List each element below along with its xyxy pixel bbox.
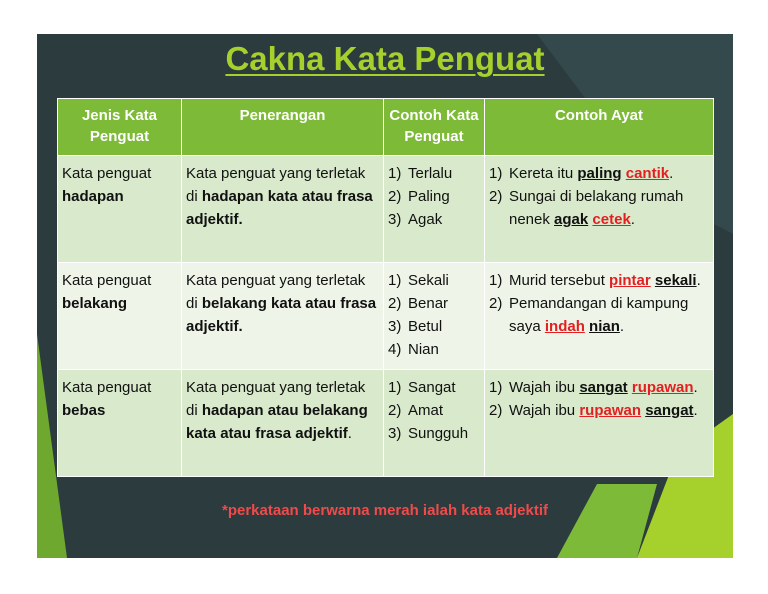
list-item bbox=[489, 292, 709, 338]
penerangan-bold: belakang kata atau frasa adjektif. bbox=[186, 295, 377, 335]
item-text: Terlalu bbox=[408, 165, 453, 182]
table-row bbox=[58, 263, 714, 370]
item-number: 1) bbox=[388, 165, 402, 182]
jenis-prefix: Kata penguat bbox=[62, 272, 152, 289]
item-text: Benar bbox=[408, 295, 449, 312]
slide bbox=[37, 34, 733, 558]
sentence bbox=[509, 376, 698, 399]
adjective-word: cantik bbox=[625, 165, 670, 182]
sentence-text: Sungai di belakang rumah nenek bbox=[509, 188, 684, 228]
item-number: 2) bbox=[388, 188, 402, 205]
penguat-word: sangat bbox=[579, 379, 628, 396]
list-item bbox=[388, 185, 480, 208]
table-row bbox=[58, 156, 714, 263]
contoh-cell bbox=[384, 263, 485, 370]
penerangan-suffix: . bbox=[347, 425, 352, 442]
item-text: Sangat bbox=[408, 379, 456, 396]
adjective-word: cetek bbox=[592, 211, 631, 228]
penerangan-prefix: Kata penguat yang terletak di bbox=[186, 165, 366, 205]
penerangan-bold: hadapan kata atau frasa adjektif. bbox=[186, 188, 373, 228]
item-text: Agak bbox=[408, 211, 443, 228]
penerangan-cell bbox=[182, 156, 384, 263]
list-item bbox=[388, 208, 480, 231]
item-number: 3) bbox=[388, 211, 402, 228]
penerangan-cell bbox=[182, 370, 384, 477]
list-item bbox=[388, 376, 480, 399]
list-item bbox=[489, 399, 709, 422]
item-number: 2) bbox=[388, 295, 402, 312]
list-item bbox=[388, 399, 480, 422]
kata-penguat-table bbox=[57, 98, 714, 477]
item-number: 2) bbox=[388, 402, 402, 419]
sentence bbox=[509, 162, 673, 185]
jenis-prefix: Kata penguat bbox=[62, 165, 152, 182]
list-item bbox=[388, 422, 480, 445]
sentence-end: . bbox=[696, 272, 701, 289]
sentence-end: . bbox=[693, 379, 698, 396]
jenis-prefix: Kata penguat bbox=[62, 379, 152, 396]
sentence-end: . bbox=[630, 211, 635, 228]
item-text: Paling bbox=[408, 188, 450, 205]
sentence-end: . bbox=[693, 402, 698, 419]
list-item bbox=[388, 292, 480, 315]
list-item bbox=[388, 162, 480, 185]
list-item bbox=[489, 376, 709, 399]
jenis-bold: bebas bbox=[62, 402, 106, 419]
list-item bbox=[489, 269, 709, 292]
ayat-cell bbox=[485, 263, 714, 370]
header-contoh-ayat: Contoh Ayat bbox=[485, 99, 714, 156]
item-number: 4) bbox=[388, 341, 402, 358]
sentence bbox=[509, 269, 701, 292]
sentence bbox=[509, 185, 709, 231]
jenis-cell bbox=[58, 263, 182, 370]
sentence bbox=[509, 399, 698, 422]
table-header-row bbox=[58, 99, 714, 156]
item-number: 1) bbox=[489, 165, 503, 182]
penguat-word: sangat bbox=[645, 402, 694, 419]
adjective-word: rupawan bbox=[631, 379, 694, 396]
penguat-word: sekali bbox=[654, 272, 697, 289]
item-number: 3) bbox=[388, 425, 402, 442]
contoh-cell bbox=[384, 156, 485, 263]
penguat-word: agak bbox=[554, 211, 589, 228]
item-text: Betul bbox=[408, 318, 443, 335]
list-item bbox=[388, 315, 480, 338]
header-jenis: Jenis Kata Penguat bbox=[58, 99, 182, 156]
item-number: 2) bbox=[489, 402, 503, 419]
ayat-cell bbox=[485, 370, 714, 477]
penerangan-prefix: Kata penguat yang terletak di bbox=[186, 379, 366, 419]
adjective-word: rupawan bbox=[579, 402, 642, 419]
item-text: Sekali bbox=[408, 272, 449, 289]
item-number: 1) bbox=[489, 379, 503, 396]
list-item bbox=[489, 162, 709, 185]
ayat-cell bbox=[485, 156, 714, 263]
slide-title: Cakna Kata Penguat bbox=[225, 40, 545, 77]
header-penerangan: Penerangan bbox=[182, 99, 384, 156]
sentence-end: . bbox=[669, 165, 674, 182]
penerangan-cell bbox=[182, 263, 384, 370]
penerangan-bold: hadapan atau belakang kata atau frasa adjektif bbox=[186, 402, 368, 442]
penerangan-prefix: Kata penguat yang terletak di bbox=[186, 272, 366, 312]
table-row bbox=[58, 370, 714, 477]
penguat-word: paling bbox=[577, 165, 622, 182]
item-text: Amat bbox=[408, 402, 444, 419]
sentence bbox=[509, 292, 709, 338]
jenis-cell bbox=[58, 156, 182, 263]
item-text: Sungguh bbox=[408, 425, 469, 442]
item-number: 2) bbox=[489, 188, 503, 205]
item-number: 1) bbox=[489, 272, 503, 289]
item-text: Nian bbox=[408, 341, 439, 358]
jenis-cell bbox=[58, 370, 182, 477]
adjective-word: indah bbox=[544, 318, 585, 335]
item-number: 1) bbox=[388, 379, 402, 396]
sentence-text: Pemandangan di kampung saya bbox=[509, 295, 689, 335]
sentence-text: Wajah ibu bbox=[509, 402, 576, 419]
contoh-cell bbox=[384, 370, 485, 477]
item-number: 2) bbox=[489, 295, 503, 312]
item-number: 1) bbox=[388, 272, 402, 289]
list-item bbox=[388, 269, 480, 292]
sentence-text: Kereta itu bbox=[509, 165, 574, 182]
item-number: 3) bbox=[388, 318, 402, 335]
header-contoh-kata: Contoh Kata Penguat bbox=[384, 99, 485, 156]
sentence-end: . bbox=[619, 318, 625, 335]
adjective-word: pintar bbox=[609, 272, 651, 289]
sentence-text: Murid tersebut bbox=[509, 272, 605, 289]
sentence-text: Wajah ibu bbox=[509, 379, 576, 396]
penguat-word: nian bbox=[589, 318, 620, 335]
list-item bbox=[388, 338, 480, 361]
list-item bbox=[489, 185, 709, 231]
footnote: *perkataan berwarna merah ialah kata adjektif bbox=[222, 502, 548, 519]
jenis-bold: belakang bbox=[62, 295, 128, 312]
jenis-bold: hadapan bbox=[62, 188, 124, 205]
